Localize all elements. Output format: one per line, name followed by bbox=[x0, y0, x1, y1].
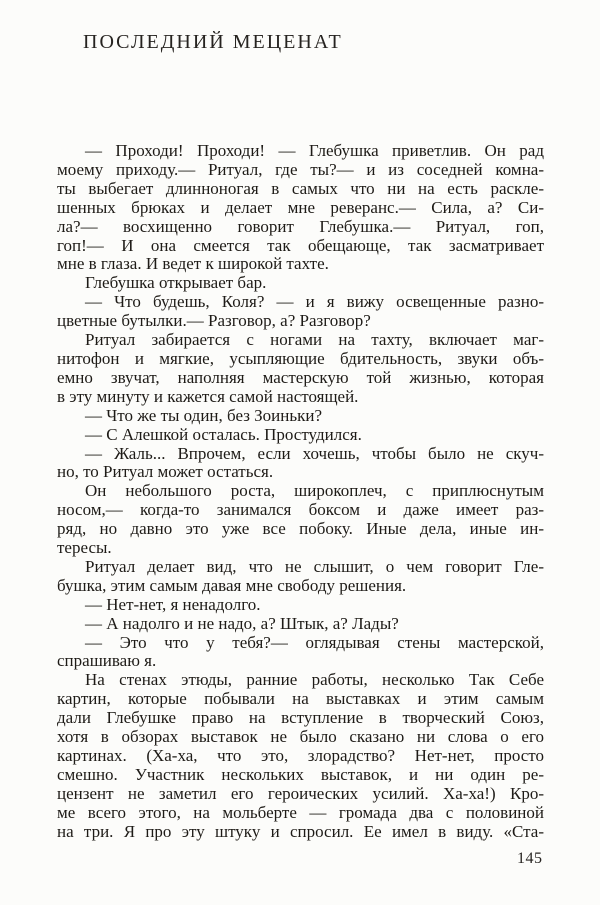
text-line: шенных брюках и делает мне реверанс.— Сила, а? Си- bbox=[57, 197, 544, 217]
paragraph bbox=[57, 634, 544, 672]
text-line: — Что же ты один, без Зоиньки? bbox=[85, 405, 323, 425]
paragraph bbox=[57, 293, 544, 331]
text-line: Он небольшого роста, широкоплеч, с приплюснутым bbox=[85, 481, 544, 501]
paragraph bbox=[57, 142, 544, 274]
text-line: ла?— восхищенно говорит Глебушка.— Ритуал, гоп, bbox=[57, 216, 544, 236]
text-line: но, то Ритуал может остаться. bbox=[57, 462, 274, 482]
text-line: Глебушка открывает бар. bbox=[85, 273, 267, 293]
text-line: дали Глебушке право на вступление в творческий Союз, bbox=[57, 708, 544, 728]
text-line: моему приходу.— Ритуал, где ты?— и из соседней комна- bbox=[57, 159, 544, 179]
text-line: — Это что у тебя?— оглядывая стены мастерской, bbox=[85, 632, 544, 652]
text-line: тересы. bbox=[57, 538, 112, 558]
text-line: спрашиваю я. bbox=[57, 651, 157, 671]
text-line: Ритуал забирается с ногами на тахту, включает маг- bbox=[85, 330, 544, 350]
text-line: — Жаль... Впрочем, если хочешь, чтобы было не скуч- bbox=[85, 443, 544, 463]
text-line: картинах. (Ха-ха, что это, злорадство? Нет-нет, просто bbox=[57, 746, 544, 765]
text-line: мне в глаза. И ведет к широкой тахте. bbox=[57, 254, 329, 274]
text-line: емно звучат, наполняя мастерскую той жизнью, которая bbox=[57, 367, 544, 387]
text-line: — Нет-нет, я ненадолго. bbox=[85, 594, 261, 614]
text-line: ме всего этого, на мольберте — громада два с половиной bbox=[57, 802, 544, 822]
text-line: ты выбегает длинноногая в самых что ни на есть раскле- bbox=[57, 178, 544, 198]
text-line: цензент не заметил его героических усилий. Ха-ха!) Кро- bbox=[57, 783, 544, 803]
paragraph bbox=[57, 615, 544, 634]
text-line: На стенах этюды, ранние работы, несколько Так Себе bbox=[85, 670, 544, 690]
text-line: в эту минуту и кажется самой настоящей. bbox=[57, 386, 359, 406]
text-line: Ритуал делает вид, что не слышит, о чем говорит Гле- bbox=[85, 556, 544, 576]
text-line: картин, которые побывали на выставках и этим самым bbox=[57, 689, 544, 709]
paragraph bbox=[57, 426, 544, 445]
text-line: — А надолго и не надо, а? Штык, а? Лады? bbox=[85, 613, 399, 633]
paragraph bbox=[57, 274, 544, 293]
paragraph bbox=[57, 482, 544, 558]
text-line: ряд, но давно это уже все побоку. Иные дела, иные ин- bbox=[57, 519, 544, 539]
paragraph bbox=[57, 445, 544, 483]
page-number: 145 bbox=[517, 850, 543, 867]
text-line: на три. Я про эту штуку и спросил. Ее имел в виду. «Ста- bbox=[57, 821, 544, 841]
paragraph bbox=[57, 596, 544, 615]
text-line: носом,— когда-то занимался боксом и даже имеет раз- bbox=[57, 500, 544, 520]
paragraph bbox=[57, 407, 544, 426]
text-line: — С Алешкой осталась. Простудился. bbox=[85, 424, 362, 444]
paragraph bbox=[57, 331, 544, 407]
paragraph bbox=[57, 671, 544, 841]
text-line: гоп!— И она смеется так обещающе, так засматривает bbox=[57, 235, 544, 255]
text-block bbox=[57, 142, 544, 842]
text-line: цветные бутылки.— Разговор, а? Разговор? bbox=[57, 311, 371, 331]
chapter-title: ПОСЛЕДНИЙ МЕЦЕНАТ bbox=[83, 31, 343, 53]
text-line: бушка, этим самым давая мне свободу решения. bbox=[57, 575, 407, 595]
text-line: — Проходи! Проходи! — Глебушка приветлив. Он рад bbox=[85, 141, 544, 160]
text-line: смешно. Участник нескольких выставок, и ни один ре- bbox=[57, 764, 544, 784]
text-line: — Что будешь, Коля? — и я вижу освещенные разно- bbox=[85, 292, 544, 312]
paragraph bbox=[57, 558, 544, 596]
text-line: нитофон и мягкие, усыпляющие бдительность, звуки объ- bbox=[57, 348, 544, 368]
text-line: хотя в обзорах выставок не было сказано ни слова о его bbox=[57, 727, 544, 747]
